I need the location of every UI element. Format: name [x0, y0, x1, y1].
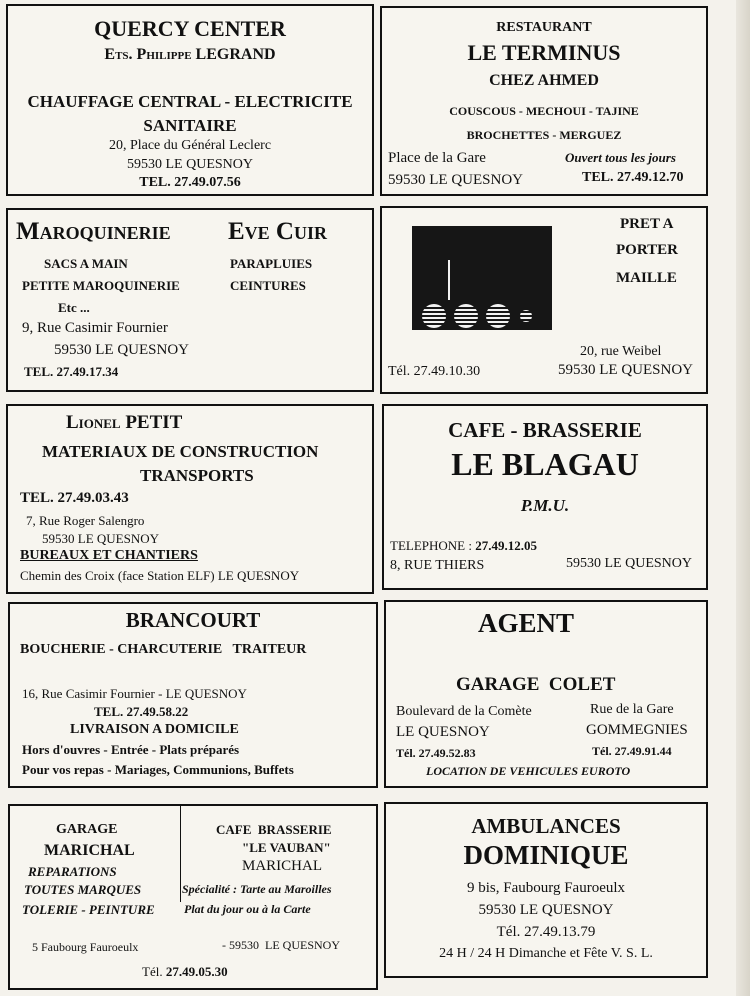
logo-text: elea	[416, 240, 418, 241]
city: - 59530 LE QUESNOY	[222, 938, 340, 952]
address-right: Rue de la Gare	[590, 702, 674, 717]
company-name: QUERCY CENTER	[94, 16, 286, 41]
item-etc: Etc ...	[58, 300, 90, 315]
company-name: BRANCOURT	[125, 608, 261, 632]
garage-line-3: REPARATIONS	[28, 864, 117, 879]
cafe-line-4: Spécialité : Tarte au Maroilles	[182, 882, 332, 896]
phone-left: Tél. 27.49.52.83	[396, 746, 476, 760]
address: 20, rue Weibel	[580, 344, 662, 359]
shop-logo	[412, 226, 552, 330]
address: 9 bis, Faubourg Fauroeulx	[466, 880, 626, 896]
menu-line-1: COUSCOUS - MECHOUI - TAJINE	[449, 104, 639, 118]
offices-heading: BUREAUX ET CHANTIERS	[20, 548, 198, 563]
line-ready-to-wear-1: PRET A	[620, 216, 674, 232]
address-left: Boulevard de la Comète	[396, 704, 532, 719]
city-right: GOMMEGNIES	[586, 722, 688, 738]
garage-line-4: TOUTES MARQUES	[24, 882, 142, 897]
service-hours: 24 H / 24 H Dimanche et Fête V. S. L.	[439, 946, 653, 961]
opening-hours: Ouvert tous les jours	[565, 150, 676, 165]
phone	[390, 538, 537, 554]
city: 59530 LE QUESNOY	[54, 342, 189, 358]
phone	[142, 964, 228, 980]
ad-quercy-center	[6, 4, 374, 196]
phone-label: Tél.	[142, 964, 166, 979]
menu-line-2: BROCHETTES - MERGUEZ	[466, 128, 622, 142]
company-name: DOMINIQUE	[463, 840, 629, 870]
pmu-label: P.M.U.	[520, 496, 570, 515]
column-divider	[180, 806, 181, 902]
trade-line-2: TRANSPORTS	[140, 466, 254, 485]
phone: TEL. 27.49.58.22	[94, 704, 189, 719]
phone-number: 27.49.05.30	[165, 964, 228, 979]
vehicle-rental: LOCATION DE VEHICULES EUROTO	[426, 764, 631, 778]
address: Place de la Gare	[388, 150, 486, 166]
ad-marichal	[8, 804, 378, 990]
first-name: Lionel	[66, 412, 121, 433]
owner-name: Ets. Philippe LEGRAND	[104, 46, 276, 63]
ad-le-blagau	[382, 404, 708, 590]
home-delivery: LIVRAISON A DOMICILE	[70, 722, 239, 737]
item-small-leather: PETITE MAROQUINERIE	[22, 278, 180, 293]
city: 59530 LE QUESNOY	[127, 157, 253, 172]
page-edge	[736, 0, 750, 996]
phone: TEL. 27.49.12.70	[582, 170, 684, 185]
logo-graphic	[412, 226, 552, 330]
garage-line-2: MARICHAL	[44, 842, 135, 859]
phone: TEL. 27.49.07.56	[139, 175, 241, 190]
item-umbrellas: PARAPLUIES	[230, 256, 313, 271]
address: 8, RUE THIERS	[390, 558, 485, 573]
address: 5 Faubourg Fauroeulx	[32, 940, 139, 954]
garage-name: GARAGE COLET	[456, 674, 616, 695]
cafe-label: CAFE - BRASSERIE	[448, 418, 642, 442]
depot-address: Chemin des Croix (face Station ELF) LE QUESNOY	[20, 568, 300, 583]
city: 59530 LE QUESNOY	[42, 531, 159, 546]
phone: TEL. 27.49.17.34	[24, 364, 119, 379]
address: 16, Rue Casimir Fournier - LE QUESNOY	[22, 686, 247, 701]
shop-title-1: Maroquinerie	[16, 218, 171, 245]
owner-name: CHEZ AHMED	[489, 72, 599, 89]
item-handbags: SACS A MAIN	[44, 256, 128, 271]
city: 59530 LE QUESNOY	[478, 902, 614, 918]
ad-garage-colet	[384, 600, 708, 788]
trade-line: BOUCHERIE - CHARCUTERIE TRAITEUR	[20, 642, 307, 657]
ad-ambulances-dominique	[384, 802, 708, 978]
city: 59530 LE QUESNOY	[388, 172, 523, 188]
shop-title-2: Eve Cuir	[228, 218, 327, 245]
menu-line-2: Pour vos repas - Mariages, Communions, Buffets	[22, 762, 294, 777]
phone-number: 27.49.12.05	[475, 538, 537, 553]
city: 59530 LE QUESNOY	[566, 556, 692, 571]
city-left: LE QUESNOY	[396, 724, 490, 740]
line-knitwear: MAILLE	[616, 270, 677, 286]
company-name	[66, 412, 182, 434]
cafe-line-3: MARICHAL	[242, 858, 323, 874]
garage-line-5: TOLERIE - PEINTURE	[22, 902, 155, 917]
restaurant-name: LE TERMINUS	[467, 40, 621, 65]
phone: TEL. 27.49.03.43	[20, 490, 129, 506]
logo-stem	[448, 260, 450, 300]
menu-line-1: Hors d'ouvres - Entrée - Plats préparés	[22, 742, 240, 757]
item-belts: CEINTURES	[230, 278, 306, 293]
cafe-line-2: "LE VAUBAN"	[242, 840, 331, 855]
city: 59530 LE QUESNOY	[558, 362, 693, 378]
address: 7, Rue Roger Salengro	[26, 513, 145, 528]
restaurant-label: RESTAURANT	[496, 20, 592, 35]
ad-eve-cuir	[6, 208, 374, 392]
phone: Tél. 27.49.13.79	[496, 924, 596, 940]
ad-le-terminus	[380, 6, 708, 196]
cafe-line-1: CAFE BRASSERIE	[216, 822, 332, 837]
phone-right: Tél. 27.49.91.44	[592, 744, 672, 758]
phone-label: TELEPHONE :	[390, 538, 476, 553]
last-name: PETIT	[125, 412, 183, 433]
ad-pret-a-porter	[380, 206, 708, 394]
ad-lionel-petit	[6, 404, 374, 594]
service-label: AMBULANCES	[471, 814, 621, 838]
agent-label: AGENT	[478, 608, 575, 638]
garage-line-1: GARAGE	[56, 822, 118, 837]
trade-line: CHAUFFAGE CENTRAL - ELECTRICITE	[27, 92, 353, 111]
line-ready-to-wear-2: PORTER	[616, 242, 678, 258]
trade-line: MATERIAUX DE CONSTRUCTION	[42, 442, 319, 461]
address: 20, Place du Général Leclerc	[108, 138, 272, 153]
address: 9, Rue Casimir Fournier	[22, 320, 168, 336]
cafe-line-5: Plat du jour ou à la Carte	[184, 902, 311, 916]
phone: Tél. 27.49.10.30	[388, 364, 481, 379]
ad-brancourt	[8, 602, 378, 788]
trade-line-2: SANITAIRE	[143, 116, 237, 135]
cafe-name: LE BLAGAU	[451, 446, 639, 482]
